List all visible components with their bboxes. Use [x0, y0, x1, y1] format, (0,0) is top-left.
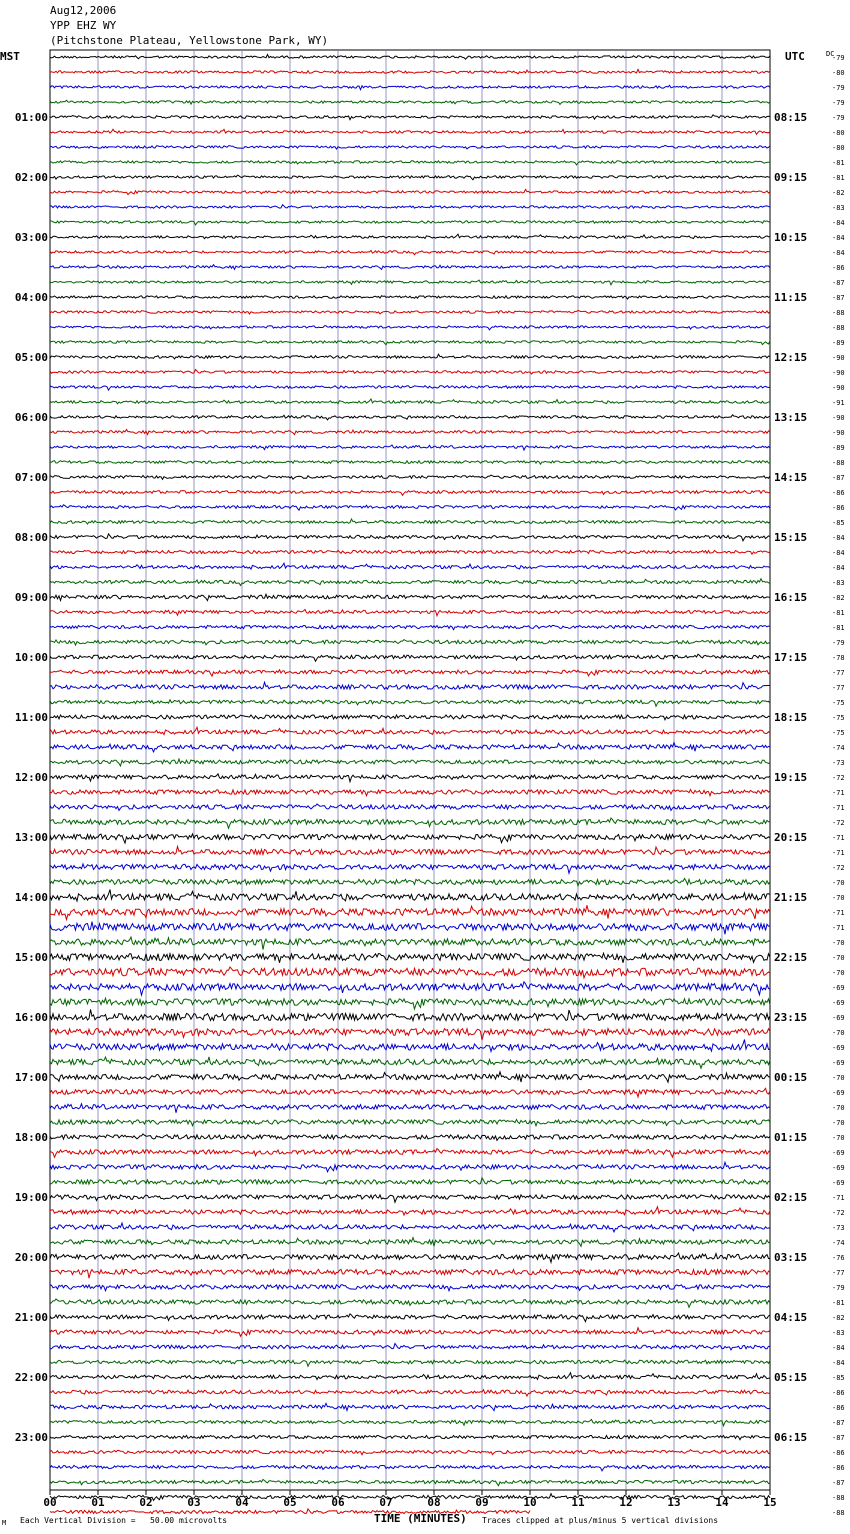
dc-offset-value: -84: [832, 219, 845, 227]
trace-line: [50, 505, 770, 510]
dc-offset-value: -78: [832, 654, 845, 662]
trace-line: [50, 670, 770, 676]
trace-line: [50, 890, 770, 902]
trace-line: [50, 1134, 770, 1140]
dc-offset-value: -69: [832, 1014, 845, 1022]
mst-hour-label: 12:00: [14, 771, 48, 784]
trace-line: [50, 1057, 770, 1068]
trace-line: [50, 982, 770, 995]
dc-offset-value: -84: [832, 534, 845, 542]
trace-line: [50, 340, 770, 345]
utc-hour-label: 15:15: [774, 531, 808, 544]
trace-line: [50, 1494, 770, 1501]
dc-offset-value: -89: [832, 339, 845, 347]
clip-note: Traces clipped at plus/minus 5 vertical divisions: [482, 1516, 719, 1525]
x-tick-label: 00: [43, 1496, 57, 1509]
trace-line: [50, 461, 770, 465]
trace-line: [50, 1390, 770, 1396]
dc-offset-value: -70: [832, 1029, 845, 1037]
dc-offset-value: -69: [832, 1044, 845, 1052]
trace-line: [50, 161, 770, 165]
trace-line: [50, 1149, 770, 1158]
dc-offset-value: -81: [832, 609, 845, 617]
x-tick-label: 13: [667, 1496, 681, 1509]
utc-hour-label: 16:15: [774, 591, 808, 604]
trace-line: [50, 1088, 770, 1097]
utc-hour-label: 05:15: [774, 1371, 808, 1384]
x-axis-title: TIME (MINUTES): [374, 1512, 467, 1525]
mst-hour-label: 05:00: [14, 351, 48, 364]
trace-line: [50, 386, 770, 390]
trace-line: [50, 429, 770, 434]
dc-offset-value: -85: [832, 1374, 845, 1382]
x-tick-label: 08: [427, 1496, 441, 1509]
dc-offset-value: -80: [832, 69, 845, 77]
dc-offset-value: -86: [832, 1449, 845, 1457]
utc-hour-label: 02:15: [774, 1191, 808, 1204]
dc-offset-value: -73: [832, 1224, 845, 1232]
x-tick-label: 04: [235, 1496, 249, 1509]
trace-line: [50, 354, 770, 359]
dc-offset-value: -71: [832, 849, 845, 857]
dc-offset-value: -70: [832, 894, 845, 902]
utc-hour-label: 17:15: [774, 651, 808, 664]
dc-offset-value: -84: [832, 1344, 845, 1352]
dc-offset-value: -87: [832, 474, 845, 482]
dc-offset-value: -88: [832, 1494, 845, 1502]
left-timezone-label: MST: [0, 50, 20, 63]
station-location: (Pitchstone Plateau, Yellowstone Park, WY): [50, 34, 329, 47]
mst-hour-label: 22:00: [14, 1371, 48, 1384]
dc-offset-value: -89: [832, 444, 845, 452]
dc-offset-label: DC: [826, 50, 835, 58]
dc-offset-value: -74: [832, 1239, 845, 1247]
trace-line: [50, 265, 770, 270]
dc-offset-value: -69: [832, 984, 845, 992]
dc-offset-value: -70: [832, 1104, 845, 1112]
dc-offset-value: -87: [832, 294, 845, 302]
dc-offset-value: -79: [832, 1284, 845, 1292]
dc-offset-value: -79: [832, 639, 845, 647]
dc-offset-value: -79: [832, 114, 845, 122]
dc-offset-value: -70: [832, 1074, 845, 1082]
trace-line: [50, 953, 770, 963]
dc-offset-value: -85: [832, 519, 845, 527]
trace-line: [50, 1195, 770, 1203]
dc-offset-value: -84: [832, 549, 845, 557]
dc-offset-value: -71: [832, 924, 845, 932]
x-tick-label: 05: [283, 1496, 297, 1509]
mst-hour-label: 19:00: [14, 1191, 48, 1204]
mst-hour-label: 01:00: [14, 111, 48, 124]
trace-line: [50, 1403, 770, 1410]
trace-line: [50, 640, 770, 646]
dc-offset-value: -74: [832, 744, 845, 752]
dc-offset-value: -75: [832, 699, 845, 707]
utc-hour-label: 09:15: [774, 171, 808, 184]
mst-hour-label: 17:00: [14, 1071, 48, 1084]
utc-hour-label: 21:15: [774, 891, 808, 904]
dc-offset-value: -81: [832, 1299, 845, 1307]
utc-hour-label: 14:15: [774, 471, 808, 484]
dc-offset-value: -69: [832, 1164, 845, 1172]
dc-offset-value: -86: [832, 489, 845, 497]
trace-line: [50, 1120, 770, 1126]
trace-line: [50, 922, 770, 935]
trace-line: [50, 54, 770, 59]
mst-hour-label: 02:00: [14, 171, 48, 184]
trace-line: [50, 550, 770, 554]
utc-hour-label: 03:15: [774, 1251, 808, 1264]
dc-offset-value: -80: [832, 144, 845, 152]
dc-offset-value: -86: [832, 1404, 845, 1412]
mst-hour-label: 03:00: [14, 231, 48, 244]
dc-offset-value: -77: [832, 669, 845, 677]
dc-offset-value: -75: [832, 729, 845, 737]
mst-hour-label: 15:00: [14, 951, 48, 964]
dc-offset-value: -70: [832, 939, 845, 947]
right-timezone-label: UTC: [785, 50, 805, 63]
dc-offset-value: -71: [832, 789, 845, 797]
trace-line: [50, 834, 770, 843]
dc-offset-value: -70: [832, 969, 845, 977]
trace-line: [50, 100, 770, 104]
trace-line: [50, 1465, 770, 1470]
trace-line: [50, 491, 770, 496]
dc-offset-value: -73: [832, 759, 845, 767]
trace-line: [50, 85, 770, 89]
dc-offset-value: -72: [832, 774, 845, 782]
trace-line: [50, 251, 770, 255]
trace-group: [50, 54, 770, 1513]
dc-offset-value: -72: [832, 819, 845, 827]
x-tick-label: 15: [763, 1496, 777, 1509]
trace-line: [50, 563, 770, 569]
dc-offset-value: -91: [832, 399, 845, 407]
trace-line: [50, 326, 770, 330]
dc-offset-value: -71: [832, 804, 845, 812]
dc-offset-value: -77: [832, 684, 845, 692]
trace-line: [50, 715, 770, 720]
dc-offset-value: -90: [832, 429, 845, 437]
trace-line: [50, 998, 770, 1009]
trace-line: [50, 1373, 770, 1380]
utc-hour-label: 10:15: [774, 231, 808, 244]
trace-line: [50, 610, 770, 616]
trace-line: [50, 1269, 770, 1278]
trace-line: [50, 967, 770, 978]
trace-line: [50, 1029, 770, 1041]
dc-offset-value: -83: [832, 579, 845, 587]
trace-line: [50, 1328, 770, 1337]
utc-hour-label: 13:15: [774, 411, 808, 424]
record-date: Aug12,2006: [50, 4, 117, 17]
trace-line: [50, 818, 770, 828]
utc-hour-label: 18:15: [774, 711, 808, 724]
trace-line: [50, 700, 770, 707]
dc-offset-value: -69: [832, 1059, 845, 1067]
trace-line: [50, 1450, 770, 1455]
trace-line: [50, 1223, 770, 1232]
dc-offset-value: -69: [832, 999, 845, 1007]
trace-line: [50, 905, 770, 919]
dc-offset-value: -83: [832, 1329, 845, 1337]
dc-offset-value: -88: [832, 324, 845, 332]
x-tick-label: 03: [187, 1496, 201, 1509]
dc-offset-value: -88: [832, 459, 845, 467]
trace-line: [50, 1162, 770, 1171]
dc-offset-value: -90: [832, 369, 845, 377]
mst-hour-label: 11:00: [14, 711, 48, 724]
dc-offset-value: -84: [832, 564, 845, 572]
dc-offset-value: -90: [832, 414, 845, 422]
trace-line: [50, 145, 770, 149]
dc-offset-value: -70: [832, 954, 845, 962]
dc-offset-value: -71: [832, 1194, 845, 1202]
dc-offset-value: -86: [832, 264, 845, 272]
utc-hour-label: 11:15: [774, 291, 808, 304]
trace-line: [50, 296, 770, 299]
trace-line: [50, 1238, 770, 1247]
trace-line: [50, 370, 770, 375]
dc-offset-value: -81: [832, 624, 845, 632]
x-tick-label: 02: [139, 1496, 153, 1509]
mst-hour-label: 23:00: [14, 1431, 48, 1444]
utc-hour-labels: [774, 111, 807, 1444]
dc-offset-value: -70: [832, 1134, 845, 1142]
trace-line: [50, 221, 770, 225]
dc-offset-value: -84: [832, 234, 845, 242]
trace-line: [50, 475, 770, 479]
trace-line: [50, 234, 770, 239]
dc-offset-value: -82: [832, 594, 845, 602]
mst-hour-label: 21:00: [14, 1311, 48, 1324]
trace-line: [50, 1040, 770, 1052]
trace-line: [50, 1344, 770, 1350]
trace-line: [50, 864, 770, 873]
trace-line: [50, 937, 770, 950]
mst-hour-label: 13:00: [14, 831, 48, 844]
trace-line: [50, 1420, 770, 1426]
trace-line: [50, 1480, 770, 1486]
dc-offset-value: -82: [832, 1314, 845, 1322]
mst-hour-label: 20:00: [14, 1251, 48, 1264]
x-tick-label: 11: [571, 1496, 585, 1509]
trace-line: [50, 1104, 770, 1113]
mst-hour-label: 16:00: [14, 1011, 48, 1024]
trace-line: [50, 129, 770, 134]
dc-offset-value: -71: [832, 909, 845, 917]
trace-line: [50, 519, 770, 524]
trace-line: [50, 1009, 770, 1020]
mst-hour-label: 04:00: [14, 291, 48, 304]
trace-line: [50, 682, 770, 689]
dc-offset-value: -87: [832, 1479, 845, 1487]
trace-line: [50, 579, 770, 586]
utc-hour-label: 04:15: [774, 1311, 808, 1324]
mst-hour-label: 18:00: [14, 1131, 48, 1144]
trace-line: [50, 594, 770, 600]
trace-line: [50, 847, 770, 855]
dc-offset-value: -72: [832, 1209, 845, 1217]
mst-hour-labels: [15, 111, 48, 1444]
dc-offset-value: -82: [832, 189, 845, 197]
mst-hour-label: 09:00: [14, 591, 48, 604]
dc-offset-value: -70: [832, 1119, 845, 1127]
trace-line: [50, 1360, 770, 1366]
utc-hour-label: 12:15: [774, 351, 808, 364]
x-tick-label: 12: [619, 1496, 633, 1509]
trace-line: [50, 190, 770, 195]
trace-line: [50, 878, 770, 885]
trace-line: [50, 1178, 770, 1185]
dc-offset-value: -88: [832, 309, 845, 317]
trace-line: [50, 1435, 770, 1439]
trace-line: [50, 804, 770, 810]
dc-offset-value: -86: [832, 1389, 845, 1397]
x-tick-label: 10: [523, 1496, 537, 1509]
utc-hour-label: 20:15: [774, 831, 808, 844]
dc-offset-value: -87: [832, 1419, 845, 1427]
dc-offset-value: -72: [832, 864, 845, 872]
mst-hour-label: 07:00: [14, 471, 48, 484]
dc-offset-value: -88: [832, 1509, 845, 1517]
utc-hour-label: 22:15: [774, 951, 808, 964]
dc-offset-value: -81: [832, 174, 845, 182]
trace-line: [50, 415, 770, 420]
trace-line: [50, 310, 770, 314]
corner-mark: M: [2, 1519, 7, 1527]
trace-line: [50, 1314, 770, 1322]
dc-offset-value: -90: [832, 354, 845, 362]
trace-line: [50, 625, 770, 629]
mst-hour-label: 08:00: [14, 531, 48, 544]
station-code: YPP EHZ WY: [50, 19, 117, 32]
trace-line: [50, 445, 770, 450]
dc-offset-value: -75: [832, 714, 845, 722]
trace-line: [50, 759, 770, 766]
dc-offset-value: -90: [832, 384, 845, 392]
x-tick-label: 14: [715, 1496, 729, 1509]
utc-hour-label: 23:15: [774, 1011, 808, 1024]
trace-line: [50, 727, 770, 734]
utc-hour-label: 08:15: [774, 111, 808, 124]
dc-offset-value: -79: [832, 84, 845, 92]
utc-hour-label: 19:15: [774, 771, 808, 784]
dc-offset-value: -69: [832, 1149, 845, 1157]
dc-offset-value: -79: [832, 99, 845, 107]
mst-hour-label: 10:00: [14, 651, 48, 664]
dc-offset-value: -83: [832, 204, 845, 212]
trace-line: [50, 1299, 770, 1307]
mst-hour-label: 14:00: [14, 891, 48, 904]
trace-line: [50, 654, 770, 661]
dc-offset-value: -69: [832, 1179, 845, 1187]
dc-offset-value: -87: [832, 279, 845, 287]
trace-line: [50, 774, 770, 782]
dc-offset-value: -77: [832, 1269, 845, 1277]
dc-offset-value: -69: [832, 1089, 845, 1097]
utc-hour-label: 00:15: [774, 1071, 808, 1084]
trace-line: [50, 1072, 770, 1082]
dc-offset-value: -79: [832, 54, 845, 62]
dc-offset-value: -76: [832, 1254, 845, 1262]
dc-offset-value: -71: [832, 834, 845, 842]
trace-line: [50, 790, 770, 796]
dc-offset-value: -70: [832, 879, 845, 887]
utc-hour-label: 01:15: [774, 1131, 808, 1144]
dc-offset-value: -81: [832, 159, 845, 167]
x-tick-label: 07: [379, 1496, 393, 1509]
trace-line: [50, 1207, 770, 1215]
dc-offset-value: -80: [832, 129, 845, 137]
x-tick-label: 01: [91, 1496, 105, 1509]
trace-line: [50, 175, 770, 180]
x-tick-label: 06: [331, 1496, 345, 1509]
trace-line: [50, 1253, 770, 1262]
trace-line: [50, 1285, 770, 1291]
trace-line: [50, 69, 770, 74]
x-tick-label: 09: [475, 1496, 489, 1509]
trace-line: [50, 115, 770, 120]
trace-line: [50, 205, 770, 209]
dc-offset-value: -86: [832, 1464, 845, 1472]
dc-offset-value: -84: [832, 249, 845, 257]
scale-note: Each Vertical Division = 50.00 microvolts: [20, 1516, 228, 1525]
trace-line: [50, 280, 770, 285]
trace-line: [50, 399, 770, 404]
dc-offset-value: -84: [832, 1359, 845, 1367]
dc-offset-values: [832, 54, 845, 1517]
utc-hour-label: 06:15: [774, 1431, 808, 1444]
dc-offset-value: -86: [832, 504, 845, 512]
trace-line: [50, 743, 770, 752]
trace-line: [50, 534, 770, 541]
dc-offset-value: -87: [832, 1434, 845, 1442]
mst-hour-label: 06:00: [14, 411, 48, 424]
